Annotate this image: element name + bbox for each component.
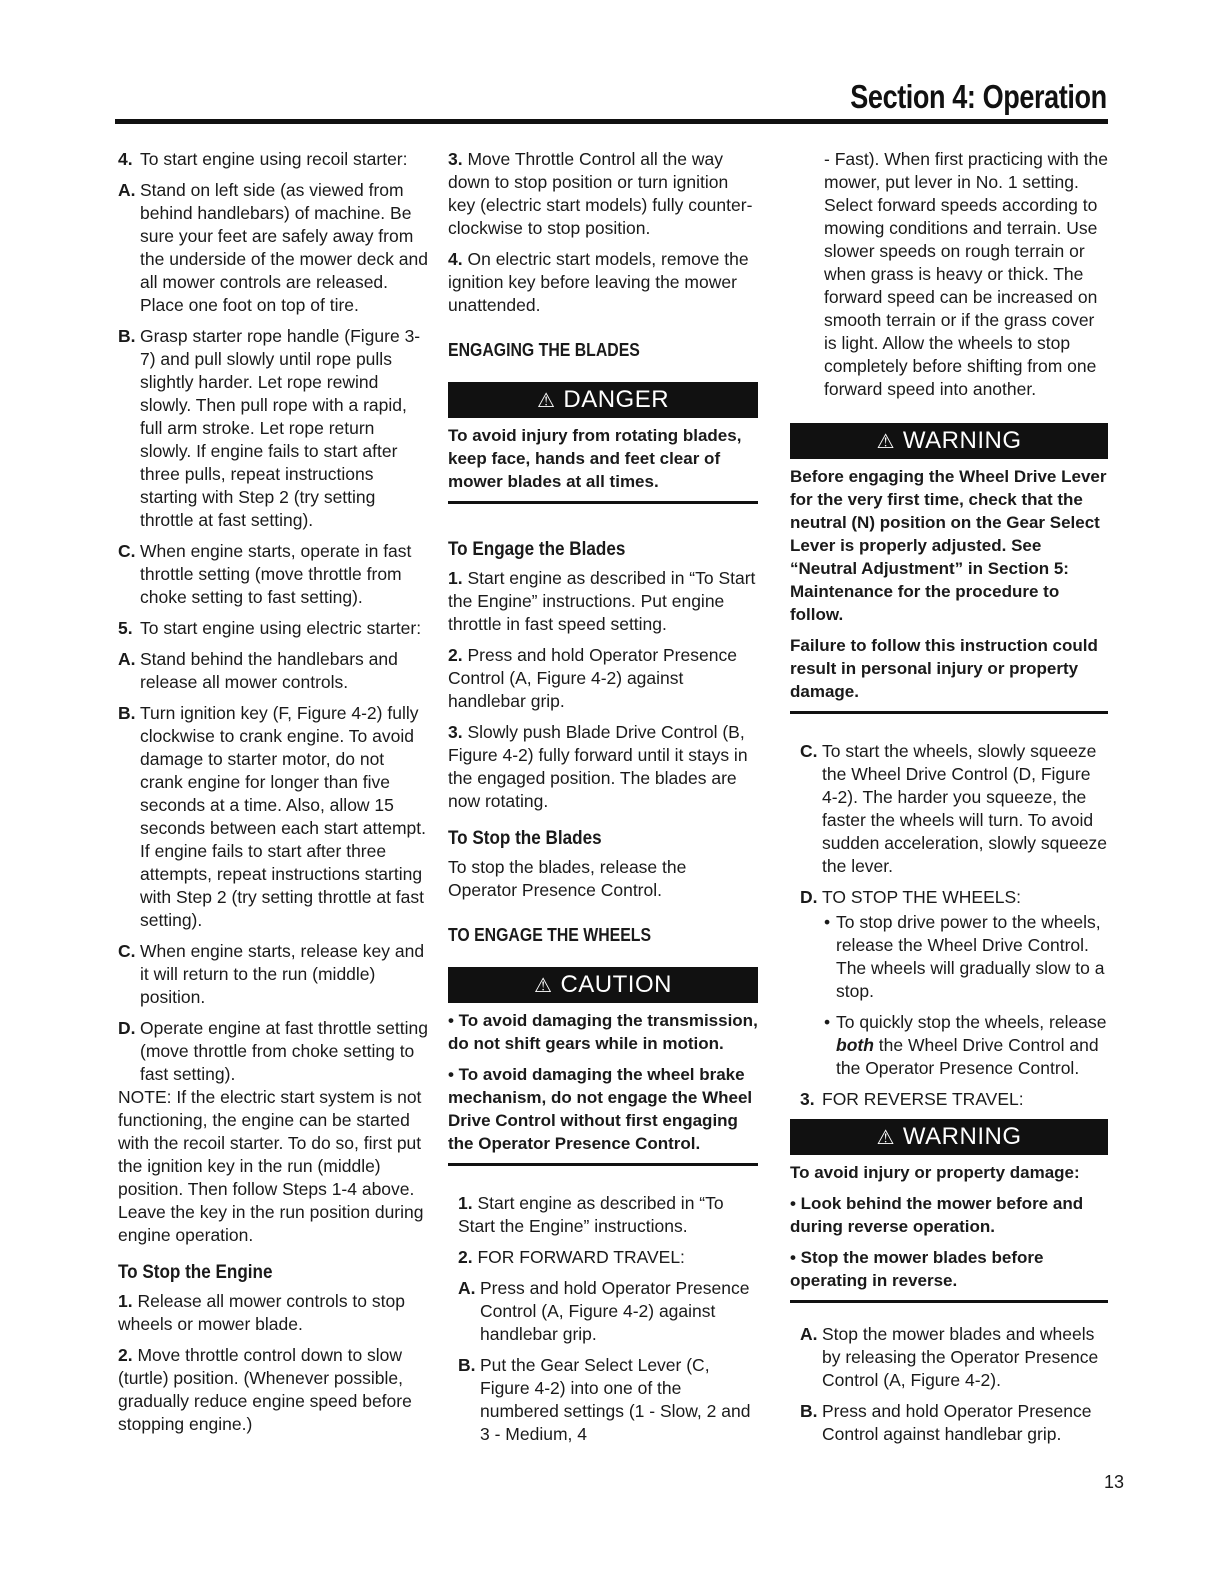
caution-banner: ⚠ CAUTION [448, 967, 758, 1003]
reverse-travel-step: 3. FOR REVERSE TRAVEL: [800, 1089, 1024, 1109]
column-middle [448, 148, 758, 1454]
danger-banner: ⚠ DANGER [448, 382, 758, 418]
warning-2-bullet-1: • Look behind the mower before and during reverse operation. [790, 1194, 1084, 1236]
step-5d: D. Operate engine at fast throttle setting (move throttle from choke setting to fast setting). [118, 1018, 428, 1084]
warning-2-bullet-2: • Stop the mower blades before operating in reverse. [790, 1248, 1044, 1290]
bullet-icon: • [824, 1012, 831, 1032]
wheels-step-2: 2. FOR FORWARD TRAVEL: [458, 1247, 685, 1267]
warning-triangle-icon: ⚠ [876, 1127, 895, 1149]
engage-wheels-heading: TO ENGAGE THE WHEELS [448, 925, 652, 945]
stop-step-2: 2. Move throttle control down to slow (turtle) position. (Whenever possible, gradually reduce engine speed before stopping engine.) [118, 1345, 412, 1434]
warning-banner-2: ⚠ WARNING [790, 1119, 1108, 1155]
caution-text-1: • To avoid damaging the transmission, do not shift gears while in motion. [448, 1011, 758, 1053]
caution-triangle-icon: ⚠ [534, 975, 553, 997]
warning-1-rule [790, 711, 1108, 714]
engage-blades-heading: To Engage the Blades [448, 539, 626, 560]
warning-1-consequence: Failure to follow this instruction could result in personal injury or property damage. [790, 636, 1098, 701]
stop-engine-heading: To Stop the Engine [118, 1262, 273, 1283]
note-paragraph: NOTE: If the electric start system is not functioning, the engine can be started with the recoil starter. To do so, first put the ignition key in the run (middle) position. Then follow Steps 1-4 above. Leave the key in the run position during engine operation. [118, 1087, 424, 1245]
stop-blades-text: To stop the blades, release the Operator Presence Control. [448, 857, 687, 900]
step-5a: A. Stand behind the handlebars and release all mower controls. [118, 649, 398, 692]
danger-text: To avoid injury from rotating blades, keep face, hands and feet clear of mower blades at all times. [448, 426, 742, 491]
engage-step-2: 2. Press and hold Operator Presence Control (A, Figure 4-2) against handlebar grip. [448, 645, 737, 711]
danger-rule [448, 501, 758, 504]
bullet-icon: • [824, 912, 831, 932]
column-right [790, 148, 1108, 1454]
wheels-step-c: C. To start the wheels, slowly squeeze the Wheel Drive Control (D, Figure 4-2). The harder you squeeze, the faster the wheels will turn. To avoid sudden acceleration, slowly squeeze the lever. [800, 741, 1108, 876]
engaging-blades-heading: ENGAGING THE BLADES [448, 340, 640, 360]
step-4c: C. When engine starts, operate in fast throttle setting (move throttle from choke setting to fast setting). [118, 541, 412, 607]
stop-blades-heading: To Stop the Blades [448, 828, 602, 849]
wheels-step-2a: A. Press and hold Operator Presence Control (A, Figure 4-2) against handlebar grip. [458, 1278, 750, 1344]
engage-step-3: 3. Slowly push Blade Drive Control (B, Figure 4-2) fully forward until it stays in the engaged position. The blades are now rotating. [448, 722, 748, 811]
step-4a: A. Stand on left side (as viewed from behind handlebars) of machine. Be sure your feet are safely away from the underside of the mower deck and all mower controls are released. Place one foot on top of tire. [118, 180, 428, 315]
wheels-step-2b: B. Put the Gear Select Lever (C, Figure 4-2) into one of the numbered settings (1 - Slow, 2 and 3 - Medium, 4 [458, 1355, 751, 1444]
engage-step-1: 1. Start engine as described in “To Start the Engine” instructions. Put engine throttle in fast speed setting. [448, 568, 756, 634]
step-4: 4. To start engine using recoil starter: [118, 149, 408, 169]
stop-wheels-bullet-2: • To quickly stop the wheels, release both the Wheel Drive Control and the Operator Presence Control. [824, 1012, 1107, 1078]
stop-step-1: 1. Release all mower controls to stop wheels or mower blade. [118, 1291, 405, 1334]
step-5c: C. When engine starts, release key and it will return to the run (middle) position. [118, 941, 425, 1007]
warning-banner-1: ⚠ WARNING [790, 423, 1108, 459]
column-left [118, 148, 428, 1444]
header-rule [115, 119, 1108, 124]
wheels-step-d: D. TO STOP THE WHEELS: [800, 887, 1022, 907]
section-title: Section 4: Operation [850, 78, 1107, 115]
warning-triangle-icon: ⚠ [876, 431, 895, 453]
step-4: 4. On electric start models, remove the ignition key before leaving the mower unattended. [448, 249, 749, 315]
step-4b: B. Grasp starter rope handle (Figure 3-7) and pull slowly until rope pulls slightly harder. Let rope rewind slowly. Then pull rope with a rapid, full arm stroke. Let rope return slowly. If engine fails to start after three pulls, repeat instructions starting with Step 2 (try setting throttle at fast setting). [118, 326, 421, 530]
step-5: 5. To start engine using electric starter: [118, 618, 422, 638]
warning-1-text: Before engaging the Wheel Drive Lever for the very first time, check that the neutral (N) position on the Gear Select Lever is properly adjusted. See “Neutral Adjustment” in Section 5: Maintenance for the procedure to follow. [790, 467, 1107, 624]
caution-text-2: • To avoid damaging the wheel brake mechanism, do not engage the Wheel Drive Control without first engaging the Operator Presence Control. [448, 1065, 753, 1153]
reverse-step-b: B. Press and hold Operator Presence Control against handlebar grip. [800, 1401, 1092, 1444]
step-3: 3. Move Throttle Control all the way down to stop position or turn ignition key (electric start models) fully counter-clockwise to stop position. [448, 149, 753, 238]
page-header [115, 70, 1107, 120]
stop-wheels-bullet-1: • To stop drive power to the wheels, release the Wheel Drive Control. The wheels will gradually slow to a stop. [824, 912, 1105, 1001]
warning-2-rule [790, 1300, 1108, 1303]
wheels-step-1: 1. Start engine as described in “To Start the Engine” instructions. [458, 1193, 724, 1236]
warning-2-heading: To avoid injury or property damage: [790, 1163, 1080, 1182]
reverse-step-a: A. Stop the mower blades and wheels by releasing the Operator Presence Control (A, Figure 4-2). [800, 1324, 1099, 1390]
page-number: 13 [1104, 1472, 1125, 1492]
forward-travel-continued: - Fast). When first practicing with the mower, put lever in No. 1 setting. Select forward speeds according to mowing conditions and terrain. Use slower speeds on rough terrain or when grass is heavy or thick. The forward speed can be increased on smooth terrain or if the grass cover is light. Allow the wheels to stop completely before shifting from one forward speed into another. [824, 149, 1108, 399]
warning-triangle-icon: ⚠ [536, 390, 556, 412]
caution-rule [448, 1163, 758, 1166]
step-5b: B. Turn ignition key (F, Figure 4-2) fully clockwise to crank engine. To avoid damage to starter motor, do not crank engine for longer than five seconds at a time. Also, allow 15 seconds between each start attempt. If engine fails to start after three attempts, repeat instructions starting with Step 2 (try setting throttle at fast setting). [118, 703, 426, 930]
